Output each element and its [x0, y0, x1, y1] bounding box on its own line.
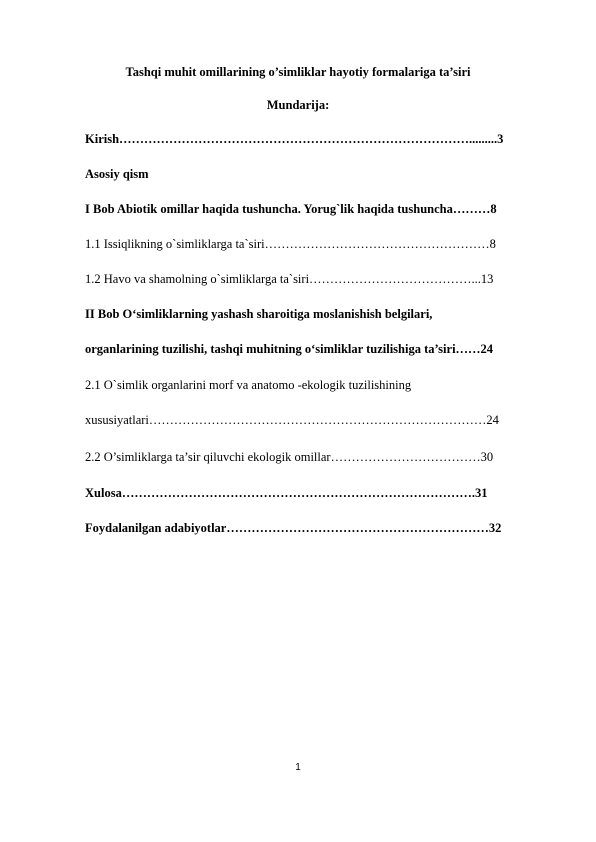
toc-entry-xulosa: Xulosa………………………………………………………………………….31 [85, 486, 488, 500]
toc-entry-bob-2-line1: II Bob O‘simliklarning yashash sharoitiga moslanishish belgilari, [85, 307, 433, 321]
document-title: Tashqi muhit omillarining o’simliklar hayotiy formalariga ta’siri [125, 65, 471, 79]
toc-entry-bob-1: I Bob Abiotik omillar haqida tushuncha. Yorug`lik haqida tushuncha………8 [85, 202, 497, 216]
toc-entry-bob-2-line2: organlarining tuzilishi, tashqi muhitning o‘simliklar tuzilishiga ta’siri……24 [85, 342, 494, 356]
toc-entry-2-2: 2.2 O’simliklarga ta’sir qiluvchi ekologik omillar………………………………30 [85, 450, 494, 464]
toc-entry-kirish: Kirish………………………………………………………………………….........3 [85, 132, 504, 146]
toc-entry-2-1-line2: xususiyatlari………………………………………………………………………24 [85, 413, 499, 427]
toc-entry-adabiyotlar: Foydalanilgan adabiyotlar………………………………………………………32 [85, 521, 502, 535]
toc-entry-1-1: 1.1 Issiqlikning o`simliklarga ta`siri………………………………………………8 [85, 237, 496, 251]
toc-heading: Mundarija: [266, 98, 330, 112]
toc-entry-asosiy-qism: Asosiy qism [85, 167, 149, 181]
toc-entry-1-2: 1.2 Havo va shamolning o`simliklarga ta`siri…………………………………...13 [85, 272, 494, 286]
toc-entry-2-1-line1: 2.1 O`simlik organlarini morf va anatomo -ekologik tuzilishining [85, 378, 412, 392]
page-number: 1 [295, 762, 301, 773]
